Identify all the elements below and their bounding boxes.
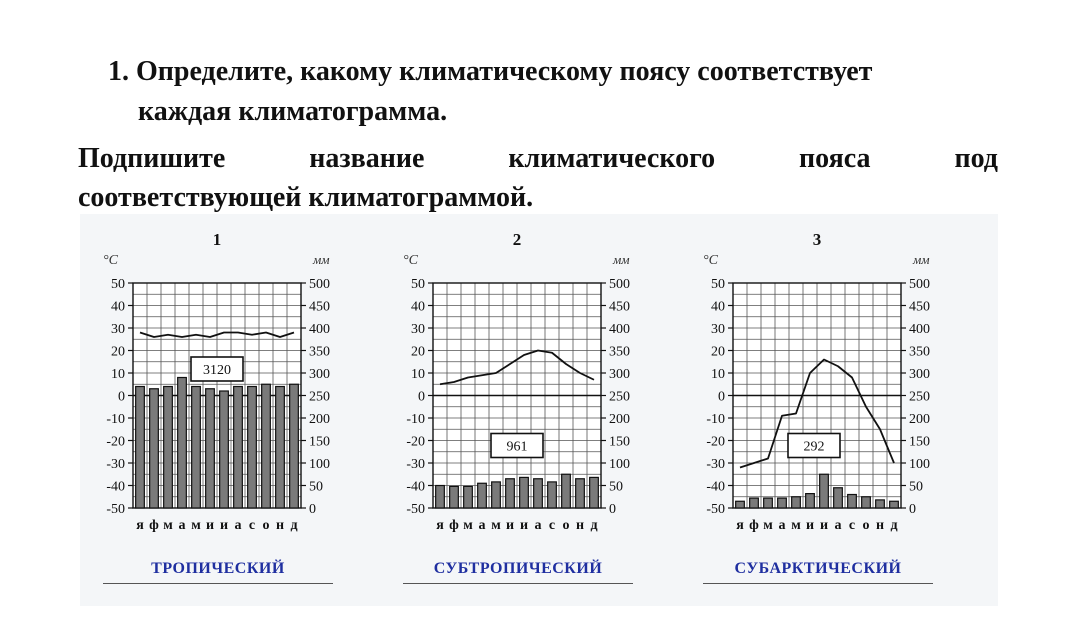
temp-tick-label: -20 xyxy=(406,434,425,450)
temp-tick-label: 50 xyxy=(411,277,425,292)
month-label: и xyxy=(219,518,229,533)
temp-tick-label: 40 xyxy=(111,299,125,315)
precip-tick-label: 450 xyxy=(909,299,930,315)
precip-unit-label: мм xyxy=(313,252,330,267)
precip-unit-label: мм xyxy=(613,252,630,267)
temp-unit-label: °C xyxy=(403,253,418,268)
precip-tick-label: 100 xyxy=(609,457,630,472)
month-label: а xyxy=(178,518,186,533)
month-label: м xyxy=(463,518,473,533)
precip-tick-label: 450 xyxy=(309,299,330,315)
month-label: д xyxy=(590,518,598,533)
temp-unit-label: °C xyxy=(703,253,718,268)
month-label: н xyxy=(275,518,285,533)
temp-tick-label: 10 xyxy=(711,367,725,382)
temp-tick-label: 0 xyxy=(118,389,125,405)
precip-bar xyxy=(206,389,215,508)
temp-tick-label: 0 xyxy=(418,389,425,405)
month-label: н xyxy=(875,518,885,533)
precip-bar xyxy=(234,387,243,509)
temp-tick-label: 50 xyxy=(111,277,125,292)
month-label: и xyxy=(519,518,529,533)
precip-bar xyxy=(506,479,515,508)
annual-precip-value: 292 xyxy=(803,439,825,455)
instruction-line-2: соответствующей климатограммой. xyxy=(78,182,534,213)
instruction-word: под xyxy=(954,143,998,174)
precip-tick-label: 200 xyxy=(909,412,930,427)
precip-bar xyxy=(806,494,815,508)
temp-tick-label: -40 xyxy=(406,479,425,495)
precip-bar xyxy=(590,477,599,508)
month-label: и xyxy=(205,518,215,533)
precip-tick-label: 50 xyxy=(909,479,923,495)
temp-tick-label: -10 xyxy=(106,412,125,427)
precip-bar xyxy=(262,384,271,508)
precip-tick-label: 350 xyxy=(909,344,930,360)
temp-tick-label: 10 xyxy=(111,367,125,382)
precip-tick-label: 50 xyxy=(309,479,323,495)
precip-tick-label: 350 xyxy=(309,344,330,360)
precip-bar xyxy=(290,384,299,508)
temp-tick-label: -10 xyxy=(706,412,725,427)
temp-tick-label: 30 xyxy=(111,322,125,337)
precip-bar xyxy=(576,479,585,508)
precip-bar xyxy=(478,483,487,508)
month-label: д xyxy=(890,518,898,533)
month-label: я xyxy=(136,518,144,533)
temp-tick-label: 30 xyxy=(711,322,725,337)
precip-bar xyxy=(876,500,885,508)
month-label: а xyxy=(834,518,842,533)
month-label: ф xyxy=(449,518,459,533)
precip-bar xyxy=(192,387,201,509)
temp-tick-label: -50 xyxy=(106,502,125,517)
precip-bar xyxy=(750,498,759,508)
precip-bar xyxy=(862,497,871,508)
temp-tick-label: -40 xyxy=(706,479,725,495)
precip-bar xyxy=(450,486,459,508)
temp-tick-label: 50 xyxy=(711,277,725,292)
temp-tick-label: 40 xyxy=(711,299,725,315)
month-label: о xyxy=(562,518,570,533)
precip-tick-label: 250 xyxy=(309,389,330,405)
precip-tick-label: 450 xyxy=(609,299,630,315)
temp-tick-label: -30 xyxy=(706,457,725,472)
temp-tick-label: 20 xyxy=(711,344,725,360)
answer-line-3 xyxy=(703,583,933,584)
precip-bar xyxy=(150,389,159,508)
precip-bar xyxy=(136,387,145,509)
precip-tick-label: 400 xyxy=(609,322,630,337)
month-label: а xyxy=(478,518,486,533)
temp-tick-label: -10 xyxy=(406,412,425,427)
task-line-2: каждая климатограмма. xyxy=(138,96,448,127)
instruction-word: название xyxy=(309,143,425,174)
precip-bar xyxy=(276,387,285,509)
temp-tick-label: 0 xyxy=(718,389,725,405)
month-label: а xyxy=(234,518,242,533)
precip-bar xyxy=(890,501,899,508)
annual-precip-value: 961 xyxy=(506,439,528,455)
instruction-word: климатического xyxy=(508,143,716,174)
month-label: н xyxy=(575,518,585,533)
precip-tick-label: 300 xyxy=(609,367,630,382)
precip-tick-label: 350 xyxy=(609,344,630,360)
month-label: я xyxy=(436,518,444,533)
answer-label-3: СУБАРКТИЧЕСКИЙ xyxy=(734,560,902,577)
task-line-1: 1. Определите, какому климатическому поясу соответствует xyxy=(108,56,873,87)
precip-tick-label: 0 xyxy=(309,502,316,517)
precip-bar xyxy=(548,482,557,508)
precip-tick-label: 500 xyxy=(609,277,630,292)
instruction-word: Подпишите xyxy=(78,143,226,174)
month-label: о xyxy=(262,518,270,533)
precip-tick-label: 150 xyxy=(609,434,630,450)
temp-tick-label: -20 xyxy=(106,434,125,450)
month-label: ф xyxy=(149,518,159,533)
precip-bar xyxy=(178,378,187,509)
temp-tick-label: 40 xyxy=(411,299,425,315)
precip-tick-label: 100 xyxy=(309,457,330,472)
month-label: а xyxy=(534,518,542,533)
month-label: а xyxy=(778,518,786,533)
chart-title: 3 xyxy=(812,230,822,249)
precip-tick-label: 200 xyxy=(609,412,630,427)
temp-unit-label: °C xyxy=(103,253,118,268)
precip-bar xyxy=(792,497,801,508)
month-label: м xyxy=(791,518,801,533)
month-label: я xyxy=(736,518,744,533)
chart-title: 1 xyxy=(212,230,222,249)
month-label: с xyxy=(548,518,556,533)
precip-tick-label: 500 xyxy=(909,277,930,292)
answer-line-1 xyxy=(103,583,333,584)
month-label: м xyxy=(763,518,773,533)
answer-label-2: СУБТРОПИЧЕСКИЙ xyxy=(433,560,603,577)
month-label: и xyxy=(805,518,815,533)
month-label: м xyxy=(191,518,201,533)
temp-tick-label: -50 xyxy=(706,502,725,517)
precip-tick-label: 0 xyxy=(609,502,616,517)
month-label: ф xyxy=(749,518,759,533)
precip-bar xyxy=(848,495,857,509)
precip-bar xyxy=(464,486,473,508)
temp-tick-label: 30 xyxy=(411,322,425,337)
precip-unit-label: мм xyxy=(913,252,930,267)
temp-tick-label: -30 xyxy=(106,457,125,472)
month-label: с xyxy=(248,518,256,533)
month-label: и xyxy=(819,518,829,533)
temp-tick-label: 20 xyxy=(411,344,425,360)
precip-tick-label: 200 xyxy=(309,412,330,427)
precip-tick-label: 250 xyxy=(909,389,930,405)
precip-tick-label: 300 xyxy=(909,367,930,382)
precip-tick-label: 100 xyxy=(909,457,930,472)
precip-bar xyxy=(562,474,571,508)
precip-tick-label: 250 xyxy=(609,389,630,405)
precip-bar xyxy=(736,501,745,508)
answer-line-2 xyxy=(403,583,633,584)
precip-bar xyxy=(520,477,529,508)
temp-tick-label: -50 xyxy=(406,502,425,517)
precip-bar xyxy=(820,474,829,508)
precip-bar xyxy=(248,387,257,509)
precip-tick-label: 50 xyxy=(609,479,623,495)
temp-tick-label: 10 xyxy=(411,367,425,382)
precip-tick-label: 150 xyxy=(909,434,930,450)
answer-label-1: ТРОПИЧЕСКИЙ xyxy=(151,560,285,577)
precip-bar xyxy=(164,387,173,509)
precip-bar xyxy=(534,479,543,508)
precip-bar xyxy=(436,486,445,509)
temp-tick-label: -20 xyxy=(706,434,725,450)
instruction-word: пояса xyxy=(799,143,871,174)
precip-bar xyxy=(220,391,229,508)
precip-tick-label: 400 xyxy=(909,322,930,337)
precip-bar xyxy=(492,482,501,508)
precip-tick-label: 150 xyxy=(309,434,330,450)
temp-tick-label: -30 xyxy=(406,457,425,472)
precip-tick-label: 300 xyxy=(309,367,330,382)
precip-bar xyxy=(778,498,787,508)
month-label: м xyxy=(163,518,173,533)
temp-tick-label: -40 xyxy=(106,479,125,495)
month-label: и xyxy=(505,518,515,533)
temp-tick-label: 20 xyxy=(111,344,125,360)
precip-bar xyxy=(834,488,843,508)
precip-tick-label: 400 xyxy=(309,322,330,337)
annual-precip-value: 3120 xyxy=(203,363,231,378)
month-label: м xyxy=(491,518,501,533)
precip-bar xyxy=(764,498,773,508)
precip-tick-label: 500 xyxy=(309,277,330,292)
month-label: д xyxy=(290,518,298,533)
chart-title: 2 xyxy=(512,230,522,249)
month-label: о xyxy=(862,518,870,533)
precip-tick-label: 0 xyxy=(909,502,916,517)
month-label: с xyxy=(848,518,856,533)
